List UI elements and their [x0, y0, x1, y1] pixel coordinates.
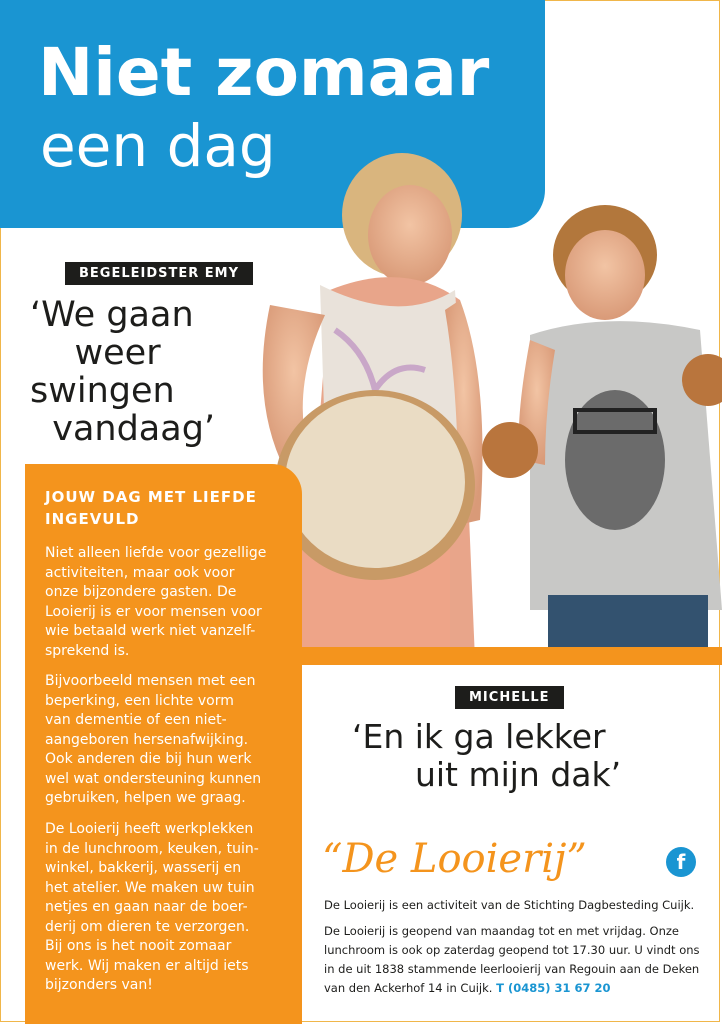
- phone-number[interactable]: T (0485) 31 67 20: [496, 981, 611, 995]
- footer-line-2: [324, 922, 704, 998]
- quote-emy: ‘We gaan weer swingen vandaag’: [30, 295, 216, 449]
- orange-divider: [302, 647, 722, 665]
- looierij-logo: “De Looierij”: [322, 836, 587, 882]
- footer-line-1: De Looierij is een activiteit van de Stichting Dagbesteding Cuijk.: [324, 898, 695, 912]
- panel-heading: JOUW DAG MET LIEFDE INGEVULD: [45, 488, 257, 528]
- quote-michelle: ‘En ik ga lekker uit mijn dak’: [352, 717, 622, 794]
- photo-emy-michelle: [230, 140, 722, 660]
- panel-paragraph-1: Niet alleen liefde voor gezellige activiteiten, maar ook voor onze bijzondere gasten. De Looierij is er voor mensen voor wie betaald werk niet vanzelf- sprekend is.: [45, 545, 267, 659]
- page-subtitle: een dag: [40, 112, 276, 180]
- facebook-icon[interactable]: f: [666, 847, 696, 877]
- label-michelle: MICHELLE: [455, 686, 564, 709]
- page-title: Niet zomaar: [38, 34, 490, 111]
- footer-address-text: De Looierij is geopend van maandag tot en met vrijdag. Onze lunchroom is ook op zaterdag geopend tot 17.30 uur. U vindt ons in de uit 1838 stammende leerlooierij van Regouin aan de Deken van den Ackerhof 14 in Cuijk.: [324, 924, 700, 995]
- panel-paragraph-3: De Looierij heeft werkplekken in de lunchroom, keuken, tuin- winkel, bakkerij, wasserij en het atelier. We maken uw tuin netjes en gaan naar de boer- derij om dieren te verzorgen. Bij ons is het nooit zomaar werk. Wij maken er altijd iets bijzonders van!: [45, 821, 259, 993]
- panel-paragraph-2: Bijvoorbeeld mensen met een beperking, een lichte vorm van dementie of een niet- aangeboren hersenafwijking. Ook anderen die bij hun werk wel wat ondersteuning kunnen gebruiken, helpen we graag.: [45, 673, 262, 806]
- label-begeleidster-emy: BEGELEIDSTER EMY: [65, 262, 253, 285]
